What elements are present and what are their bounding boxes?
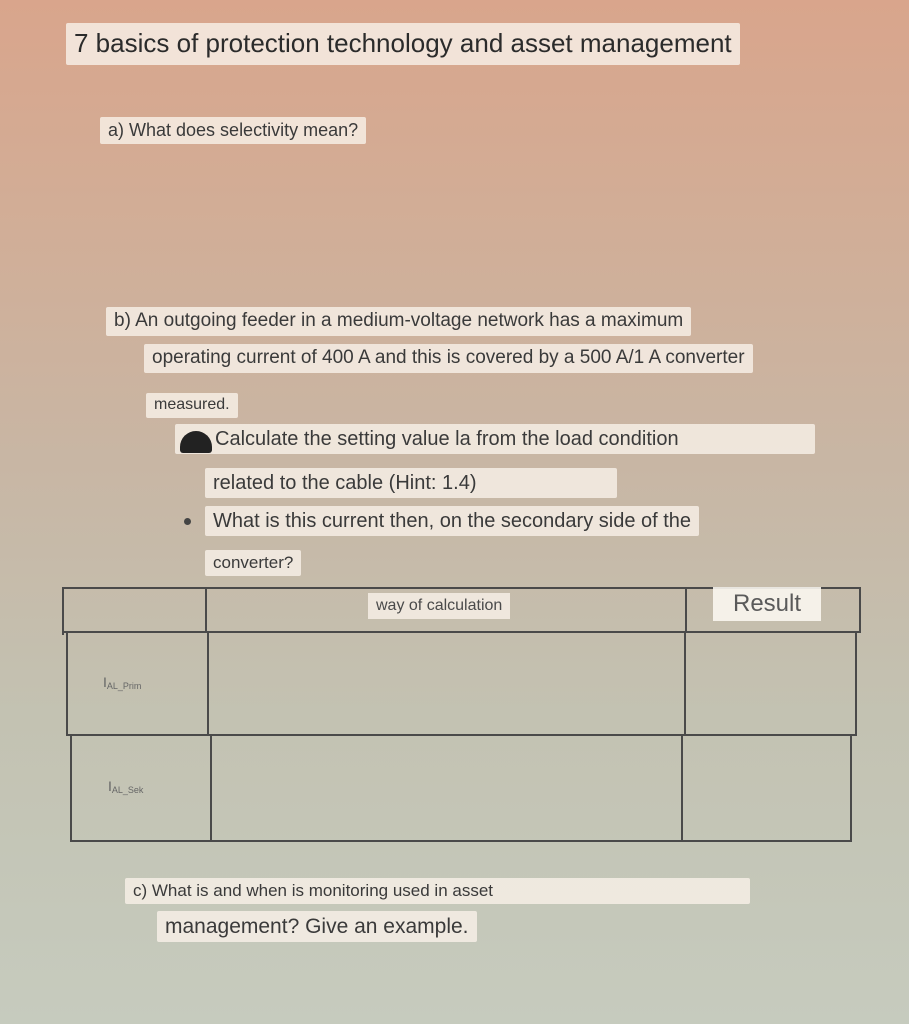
row-1-subscript: AL_Prim xyxy=(106,681,142,691)
row-2-subscript: AL_Sek xyxy=(111,785,144,795)
table-line-header-bottom xyxy=(64,631,861,633)
table-line-col-1-row-2 xyxy=(210,736,212,842)
row-1-symbol: I xyxy=(103,674,107,690)
question-c-line-1: c) What is and when is monitoring used in asset xyxy=(125,878,750,904)
bullet-1-line-1: Calculate the setting value la from the load condition xyxy=(175,424,815,454)
bullet-2-marker-icon xyxy=(184,518,191,525)
question-b-line-2: operating current of 400 A and this is covered by a 500 A/1 A converter xyxy=(144,344,753,373)
row-2-symbol: I xyxy=(108,778,112,794)
bullet-2-line-2: converter? xyxy=(205,550,301,576)
table-line-right-row-2 xyxy=(850,736,852,842)
table-line-col-2-row-2 xyxy=(681,736,683,842)
question-c-line-2: management? Give an example. xyxy=(157,911,477,942)
table-line-col-1 xyxy=(205,587,207,633)
table-line-col-1-row-1 xyxy=(207,633,209,736)
question-a: a) What does selectivity mean? xyxy=(100,117,366,144)
table-line-left-row-1 xyxy=(66,633,68,736)
table-line-right xyxy=(859,587,861,633)
page-title: 7 basics of protection technology and asset management xyxy=(66,23,740,65)
table-line-col-2-row-1 xyxy=(684,633,686,736)
table-row-label-sek xyxy=(108,778,143,795)
table-row-label-prim xyxy=(103,674,141,691)
bullet-1-line-2: related to the cable (Hint: 1.4) xyxy=(205,468,617,498)
question-b-line-1: b) An outgoing feeder in a medium-voltage network has a maximum xyxy=(106,307,691,336)
bullet-2-line-1: What is this current then, on the secondary side of the xyxy=(205,506,699,536)
table-line-row-1-bottom xyxy=(67,734,856,736)
table-header-result: Result xyxy=(713,587,821,621)
table-line-bottom xyxy=(71,840,852,842)
table-line-left-row-2 xyxy=(70,736,72,842)
question-b-line-3: measured. xyxy=(146,393,238,418)
table-line-left xyxy=(62,587,64,635)
table-line-col-2 xyxy=(685,587,687,633)
table-line-right-row-1 xyxy=(855,633,857,736)
table-header-calculation: way of calculation xyxy=(368,593,510,619)
